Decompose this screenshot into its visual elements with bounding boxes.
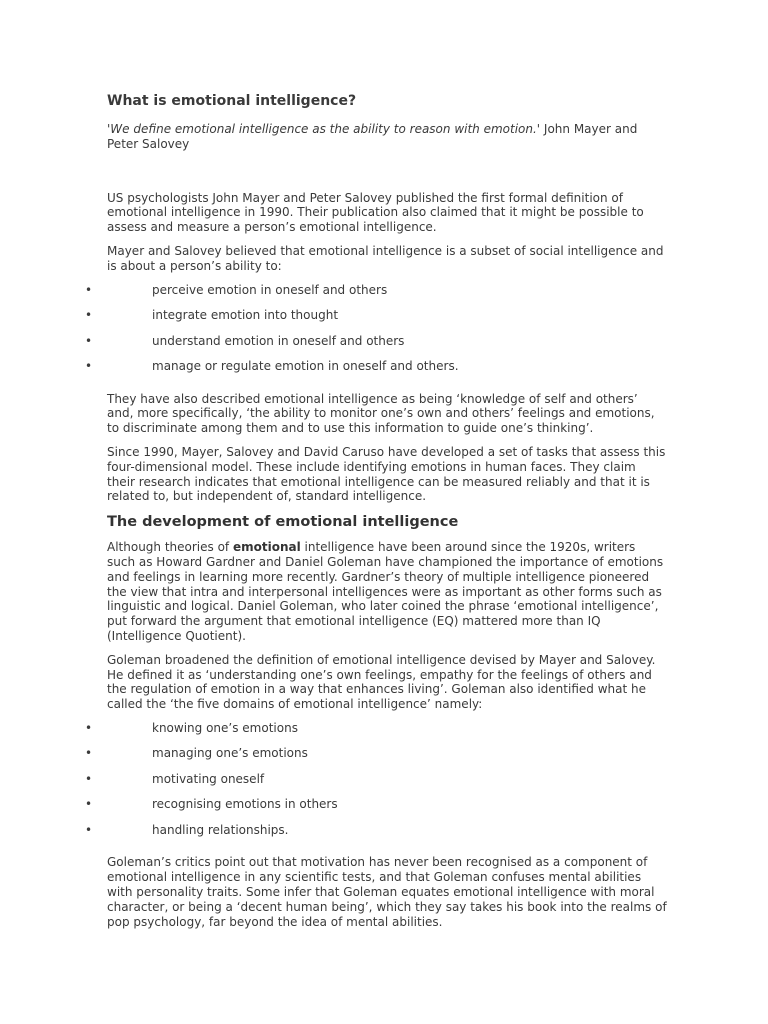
bullet-icon: •: [85, 282, 93, 297]
section1-bullet-list: [85, 282, 667, 385]
section1-para1: US psychologists John Mayer and Peter Salovey published the first formal definition of emotional intelligence in 1990. Their publication also claimed that it might be possible to assess and measure a person’s emotional intelligence.: [107, 190, 644, 235]
section1-para2: Mayer and Salovey believed that emotional intelligence is a subset of social intelligence and is about a person’s ability to:: [107, 243, 664, 273]
quote-text: 'We define emotional intelligence as the ability to reason with emotion.': [107, 122, 541, 136]
list-item: [85, 746, 667, 772]
document-content: [85, 92, 667, 938]
bullet-icon: •: [85, 359, 93, 374]
section2-para2: Goleman broadened the definition of emotional intelligence devised by Mayer and Salovey. He defined it as ‘understanding one’s own feelings, empathy for the feelings of others and the regulation of emotion in a way that enhances living’. Goleman also identified what he called the ‘the five domains of emotional intelligence’ namely:: [107, 652, 656, 712]
list-item-text: manage or regulate emotion in oneself and others.: [152, 359, 459, 374]
list-item: [85, 771, 667, 798]
section2-para1-bold: emotional: [232, 540, 301, 555]
section2-bullet-list: [85, 720, 667, 849]
list-item-text: perceive emotion in oneself and others: [152, 282, 388, 297]
list-item: [85, 720, 667, 747]
list-item-text: managing one’s emotions: [152, 746, 308, 761]
list-item-text: handling relationships.: [152, 822, 289, 837]
list-item: [85, 822, 667, 849]
quote-paragraph: [107, 122, 667, 152]
list-item-text: recognising emotions in others: [152, 797, 338, 812]
section1-para4: Since 1990, Mayer, Salovey and David Caruso have developed a set of tasks that assess this four-dimensional model. These include identifying emotions in human faces. They claim their research indicates that emotional intelligence can be measured reliably and that it is related to, but independent of, standard intelligence.: [107, 444, 666, 504]
bullet-icon: •: [85, 333, 93, 348]
bullet-icon: •: [85, 720, 93, 735]
list-item: [85, 282, 667, 309]
spacer: [107, 161, 667, 191]
list-item-text: knowing one’s emotions: [152, 720, 298, 735]
quote-attribution: John Mayer and Peter Salovey: [107, 122, 638, 151]
list-item-text: understand emotion in oneself and others: [152, 333, 405, 348]
list-item-text: motivating oneself: [152, 771, 265, 786]
bullet-icon: •: [85, 771, 93, 786]
section2-heading: The development of emotional intelligence: [107, 514, 459, 531]
list-item: [85, 308, 667, 334]
section2-para3: Goleman’s critics point out that motivation has never been recognised as a component of emotional intelligence in any scientific tests, and that Goleman confuses mental abilities with personality traits. Some infer that Goleman equates emotional intelligence with moral character, or being a ‘decent human being’, which they say takes his book into the realms of pop psychology, far beyond the idea of mental abilities.: [107, 855, 667, 929]
section2-para1: [107, 540, 667, 644]
section2-para1-start: Although theories of: [107, 540, 233, 555]
list-item: [85, 333, 667, 360]
bullet-icon: •: [85, 746, 93, 761]
bullet-icon: •: [85, 797, 93, 812]
bullet-icon: •: [85, 822, 93, 837]
list-item: [85, 797, 667, 823]
section2-para1-rest: intelligence have been around since the 1920s, writers such as Howard Gardner and Daniel Goleman have championed the importance of emotions and feelings in learning more recently. Gardner’s theory of multiple intelligence pioneered the view that intra and interpersonal intelligences were as important as other forms such as linguistic and logical. Daniel Goleman, who later coined the phrase ‘emotional intelligence’, put forward the argument that emotional intelligence (EQ) mattered more than IQ (Intelligence Quotient).: [107, 540, 664, 643]
list-item-text: integrate emotion into thought: [152, 308, 339, 323]
section1-para3: They have also described emotional intelligence as being ‘knowledge of self and others’ and, more specifically, ‘the ability to monitor one’s own and others’ feelings and emotions, to discriminate among them and to use this information to guide one’s thinking’.: [107, 391, 655, 436]
section1-heading: What is emotional intelligence?: [107, 93, 357, 109]
list-item: [85, 359, 667, 385]
bullet-icon: •: [85, 308, 93, 323]
